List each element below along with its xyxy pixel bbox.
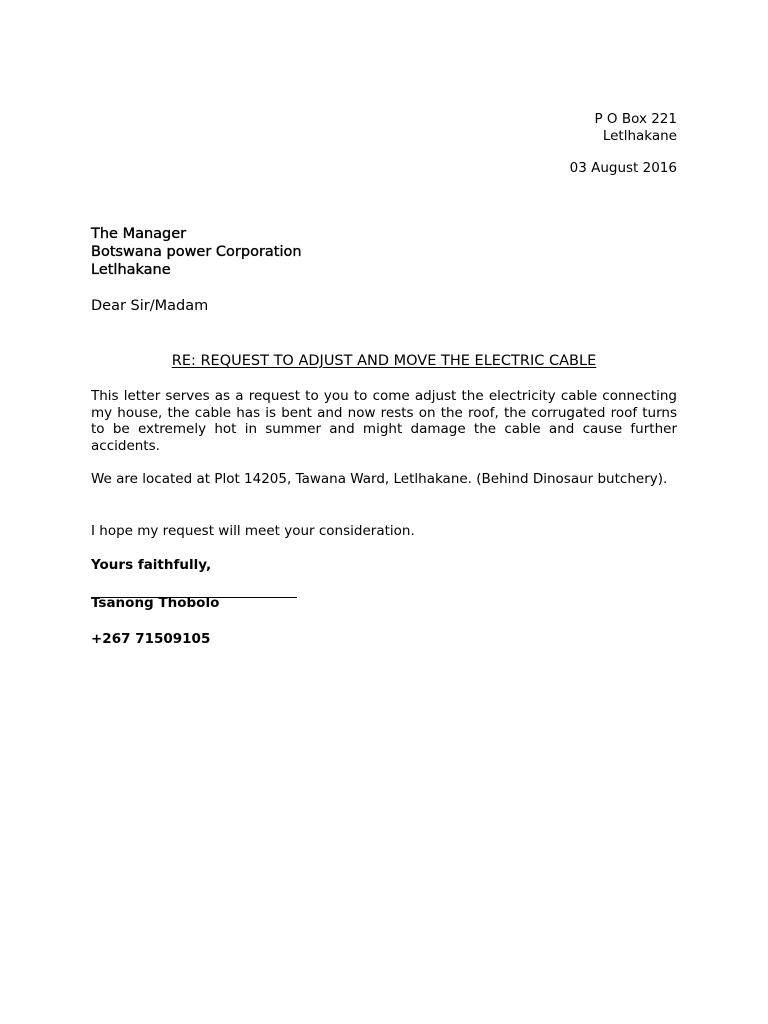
phone-number: +267 71509105	[91, 631, 211, 647]
recipient-address	[91, 225, 302, 279]
signatory-name: Tsanong Thobolo	[91, 595, 220, 611]
recipient-town: Letlhakane	[91, 262, 171, 278]
salutation: Dear Sir/Madam	[91, 298, 209, 314]
recipient-organization: Botswana power Corporation	[91, 244, 302, 260]
sender-town: Letlhakane	[602, 128, 677, 144]
subject-line: RE: REQUEST TO ADJUST AND MOVE THE ELECTRIC CABLE	[171, 353, 597, 369]
signature-line	[91, 597, 297, 598]
letter-date: 03 August 2016	[569, 160, 677, 176]
closing: Yours faithfully,	[91, 557, 212, 573]
body-paragraph-2: We are located at Plot 14205, Tawana Ward, Letlhakane. (Behind Dinosaur butchery).	[91, 471, 668, 487]
body-paragraph-3: I hope my request will meet your consideration.	[91, 523, 415, 539]
body-paragraph-1: This letter serves as a request to you to come adjust the electricity cable connecting my house, the cable has is bent and now rests on the roof, the corrugated roof turns to be extremely hot in summer and might damage the cable and cause further accidents.	[91, 388, 677, 454]
recipient-title: The Manager	[91, 226, 187, 242]
sender-po-box: P O Box 221	[594, 111, 677, 127]
sender-address	[594, 111, 677, 145]
